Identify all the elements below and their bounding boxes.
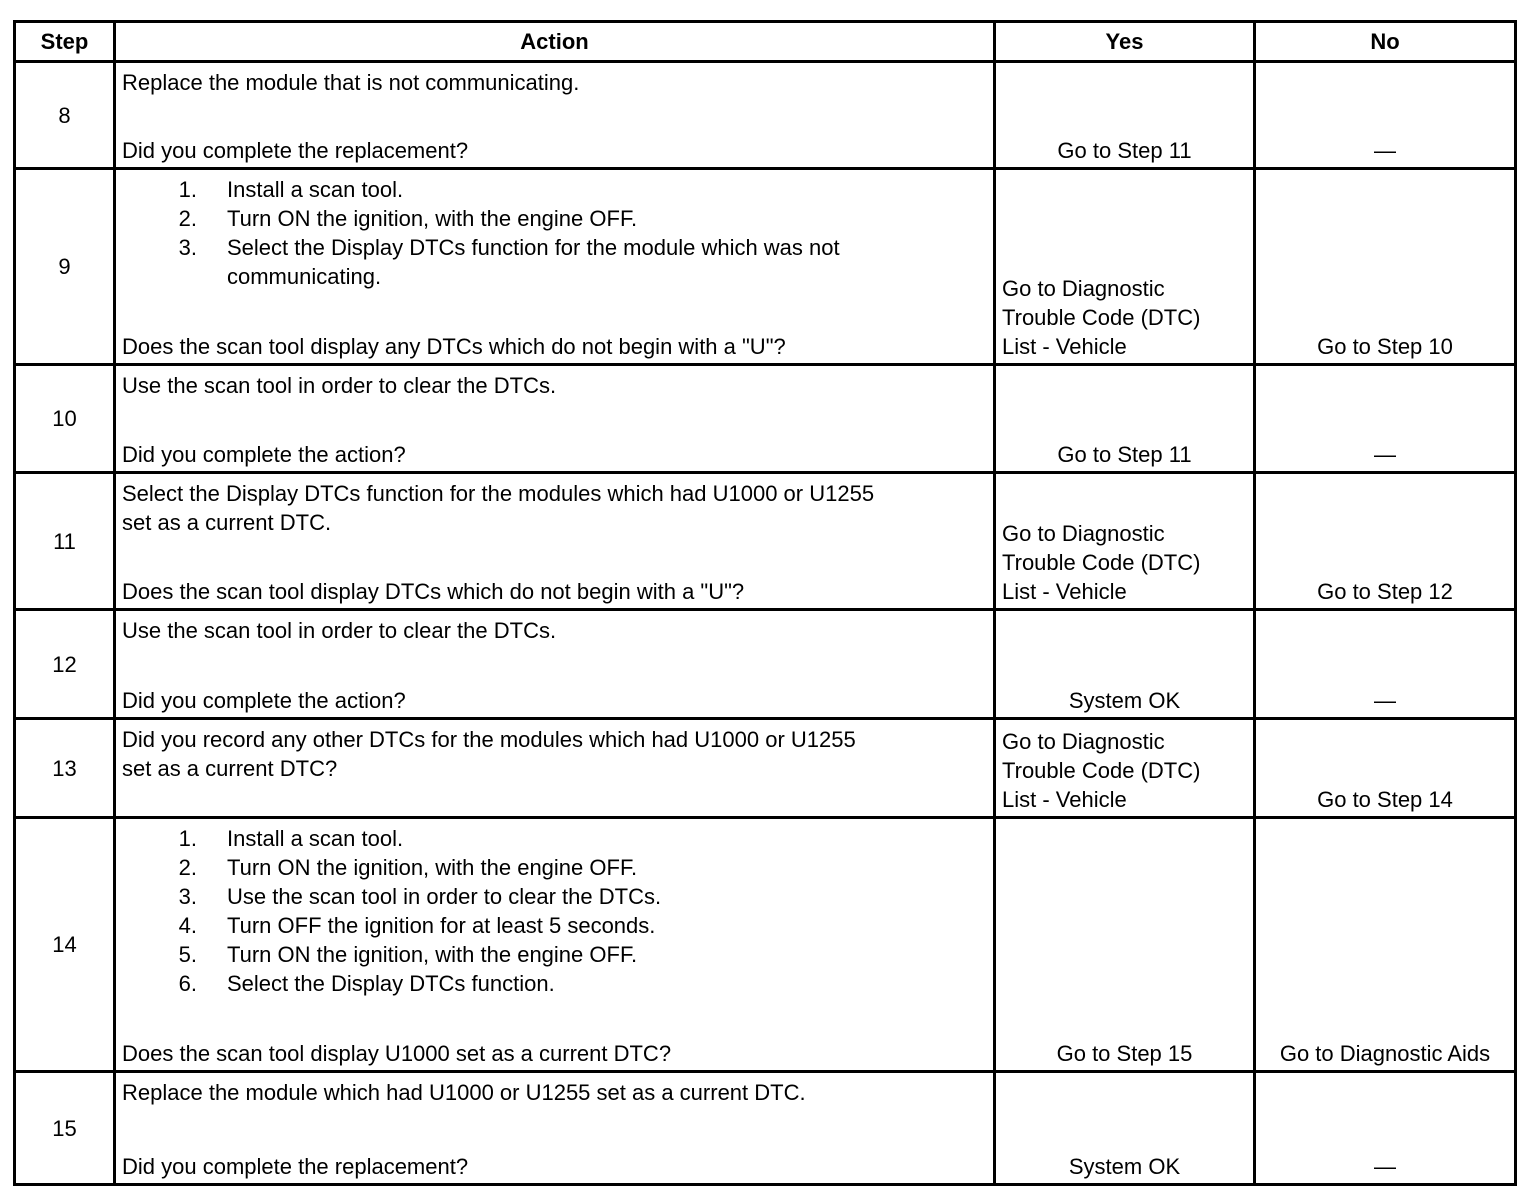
header-no: No (1255, 22, 1516, 62)
yes-line: Trouble Code (DTC) (1002, 550, 1201, 575)
action-text: Select the Display DTCs function for the modules which had U1000 or U1255 (122, 481, 875, 506)
yes-line: List - Vehicle (1002, 334, 1127, 359)
no-cell: — (1255, 62, 1516, 169)
list-item (122, 911, 987, 940)
no-cell: — (1255, 610, 1516, 719)
yes-cell: System OK (995, 610, 1255, 719)
question-text: Does the scan tool display DTCs which do not begin with a "U"? (122, 579, 745, 604)
list-item (122, 969, 987, 998)
yes-line: List - Vehicle (1002, 787, 1127, 812)
yes-line: Trouble Code (DTC) (1002, 305, 1201, 330)
action-cell (115, 610, 995, 719)
table-row (15, 610, 1516, 719)
action-cell (115, 719, 995, 818)
header-row (15, 22, 1516, 62)
table-row (15, 719, 1516, 818)
header-yes: Yes (995, 22, 1255, 62)
table-row (15, 62, 1516, 169)
step-number: 15 (15, 1072, 115, 1185)
list-item (122, 175, 987, 204)
list-item (122, 882, 987, 911)
table-row (15, 1072, 1516, 1185)
list-item (122, 853, 987, 882)
yes-cell: System OK (995, 1072, 1255, 1185)
header-action: Action (115, 22, 995, 62)
list-number: 6. (178, 971, 197, 996)
list-number: 5. (178, 942, 197, 967)
question-text: Did you complete the replacement? (122, 1154, 469, 1179)
step-number: 14 (15, 818, 115, 1072)
action-cell (115, 365, 995, 473)
list-number: 3. (178, 884, 197, 909)
header-step: Step (15, 22, 115, 62)
list-text: Use the scan tool in order to clear the DTCs. (227, 884, 662, 909)
step-number: 12 (15, 610, 115, 719)
list-text: Turn OFF the ignition for at least 5 seconds. (227, 913, 656, 938)
list-number: 2. (178, 855, 197, 880)
no-cell: — (1255, 365, 1516, 473)
list-number: 3. (178, 235, 197, 260)
list-text: Turn ON the ignition, with the engine OFF. (227, 206, 638, 231)
step-number: 8 (15, 62, 115, 169)
action-text: Replace the module which had U1000 or U1255 set as a current DTC. (122, 1080, 806, 1105)
list-text: Turn ON the ignition, with the engine OFF. (227, 942, 638, 967)
list-item (122, 233, 922, 291)
action-text: set as a current DTC? (122, 756, 338, 781)
action-cell (115, 473, 995, 610)
list-number: 4. (178, 913, 197, 938)
yes-cell (995, 719, 1255, 818)
no-cell: Go to Step 14 (1255, 719, 1516, 818)
no-cell: Go to Step 12 (1255, 473, 1516, 610)
yes-cell: Go to Step 11 (995, 62, 1255, 169)
question-text: Did you complete the replacement? (122, 138, 469, 163)
no-cell: Go to Step 10 (1255, 169, 1516, 365)
action-cell (115, 1072, 995, 1185)
question-text: Does the scan tool display any DTCs which do not begin with a "U"? (122, 334, 786, 359)
list-item (122, 204, 987, 233)
yes-cell: Go to Step 15 (995, 818, 1255, 1072)
question-text: Does the scan tool display U1000 set as a current DTC? (122, 1041, 672, 1066)
list-text: Select the Display DTCs function. (227, 971, 555, 996)
list-text: Install a scan tool. (227, 177, 404, 202)
table-row (15, 818, 1516, 1072)
no-cell: Go to Diagnostic Aids (1255, 818, 1516, 1072)
yes-line: Go to Diagnostic (1002, 521, 1165, 546)
question-text: Did you complete the action? (122, 688, 406, 713)
list-number: 1. (178, 826, 197, 851)
yes-line: Go to Diagnostic (1002, 729, 1165, 754)
table-row (15, 473, 1516, 610)
action-text: set as a current DTC. (122, 510, 332, 535)
yes-line: Trouble Code (DTC) (1002, 758, 1201, 783)
step-number: 10 (15, 365, 115, 473)
list-item (122, 824, 987, 853)
action-cell (115, 818, 995, 1072)
list-item (122, 940, 987, 969)
step-number: 9 (15, 169, 115, 365)
list-text: Install a scan tool. (227, 826, 404, 851)
table-row (15, 365, 1516, 473)
yes-cell (995, 169, 1255, 365)
no-cell: — (1255, 1072, 1516, 1185)
list-number: 2. (178, 206, 197, 231)
yes-line: Go to Diagnostic (1002, 276, 1165, 301)
action-text: Use the scan tool in order to clear the DTCs. (122, 618, 557, 643)
action-text: Replace the module that is not communicating. (122, 70, 580, 95)
action-cell (115, 169, 995, 365)
yes-cell (995, 473, 1255, 610)
list-text: Select the Display DTCs function for the module which was not communicating. (227, 235, 840, 289)
step-number: 13 (15, 719, 115, 818)
yes-cell: Go to Step 11 (995, 365, 1255, 473)
list-number: 1. (178, 177, 197, 202)
list-text: Turn ON the ignition, with the engine OFF. (227, 855, 638, 880)
table-row (15, 169, 1516, 365)
action-text: Did you record any other DTCs for the modules which had U1000 or U1255 (122, 727, 856, 752)
question-text: Did you complete the action? (122, 442, 406, 467)
step-number: 11 (15, 473, 115, 610)
yes-line: List - Vehicle (1002, 579, 1127, 604)
action-cell (115, 62, 995, 169)
diagnostic-table (13, 20, 1517, 1186)
action-text: Use the scan tool in order to clear the DTCs. (122, 373, 557, 398)
